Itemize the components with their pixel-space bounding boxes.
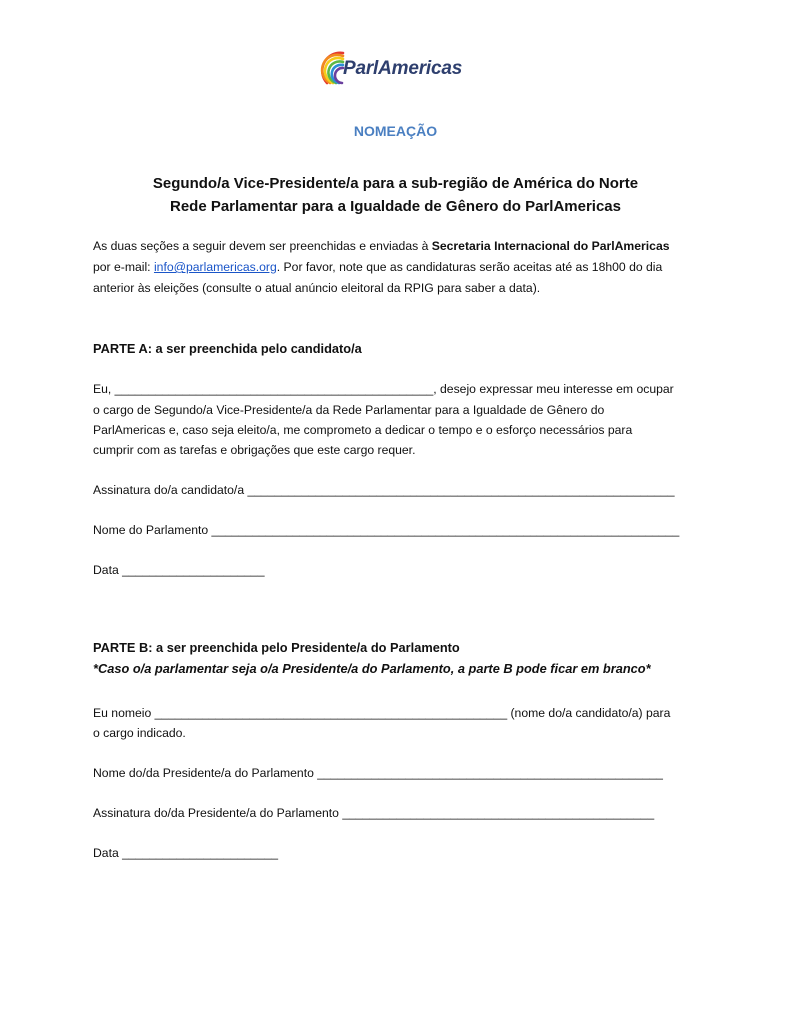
part-a-heading: PARTE A: a ser preenchida pelo candidato/a (93, 341, 362, 356)
part-a-date-field[interactable]: Data _____________________ (93, 563, 265, 577)
document-title-line1: Segundo/a Vice-Presidente/a para a sub-região de América do Norte (152, 175, 639, 192)
intro-line-1 (93, 238, 670, 254)
intro-text: por e-mail: (93, 260, 154, 274)
nomination-text-line-2: o cargo indicado. (93, 726, 186, 740)
intro-text: . Por favor, note que as candidaturas serão aceitas até as 18h00 do dia (276, 260, 663, 274)
part-a-text-line-1: Eu, _______________________________________________, desejo expressar meu interesse em ocupar (93, 382, 674, 396)
parlamericas-logo (319, 47, 479, 93)
secretariat-name: Secretaria Internacional do ParlAmericas (431, 239, 670, 253)
document-title-line2: Rede Parlamentar para a Igualdade de Gênero do ParlAmericas (169, 198, 621, 215)
nomeacao-heading: NOMEAÇÃO (353, 123, 438, 139)
part-a-text-line-3: ParlAmericas e, caso seja eleito/a, me comprometo a dedicar o tempo e o esforço necessários para (93, 423, 633, 437)
part-b-heading: PARTE B: a ser preenchida pelo Presidente/a do Parlamento (93, 640, 460, 655)
parliament-name-field[interactable]: Nome do Parlamento _____________________________________________________________________ (93, 523, 680, 537)
email-link[interactable]: info@parlamericas.org (153, 260, 277, 274)
candidate-signature-field[interactable]: Assinatura do/a candidato/a _______________________________________________________________ (93, 483, 675, 497)
part-b-note: *Caso o/a parlamentar seja o/a Presidente/a do Parlamento, a parte B pode ficar em branco* (93, 661, 651, 676)
part-b-date-field[interactable]: Data _______________________ (93, 846, 279, 860)
part-a-text-line-4: cumprir com as tarefas e obrigações que este cargo requer. (93, 443, 416, 457)
intro-line-2 (93, 259, 662, 275)
intro-text: As duas seções a seguir devem ser preenchidas e enviadas à (93, 239, 432, 253)
president-name-field[interactable]: Nome do/da Presidente/a do Parlamento ___________________________________________________ (93, 766, 663, 780)
part-a-text-line-2: o cargo de Segundo/a Vice-Presidente/a da Rede Parlamentar para a Igualdade de Gênero do (93, 403, 605, 417)
president-signature-field[interactable]: Assinatura do/da Presidente/a do Parlamento ______________________________________________ (93, 806, 655, 820)
nomination-field[interactable]: Eu nomeio ____________________________________________________ (nome do/a candidato/a) para (93, 706, 671, 720)
logo-wordmark: ParlAmericas (343, 58, 463, 79)
intro-line-3: anterior às eleições (consulte o atual anúncio eleitoral da RPIG para saber a data). (93, 281, 541, 295)
